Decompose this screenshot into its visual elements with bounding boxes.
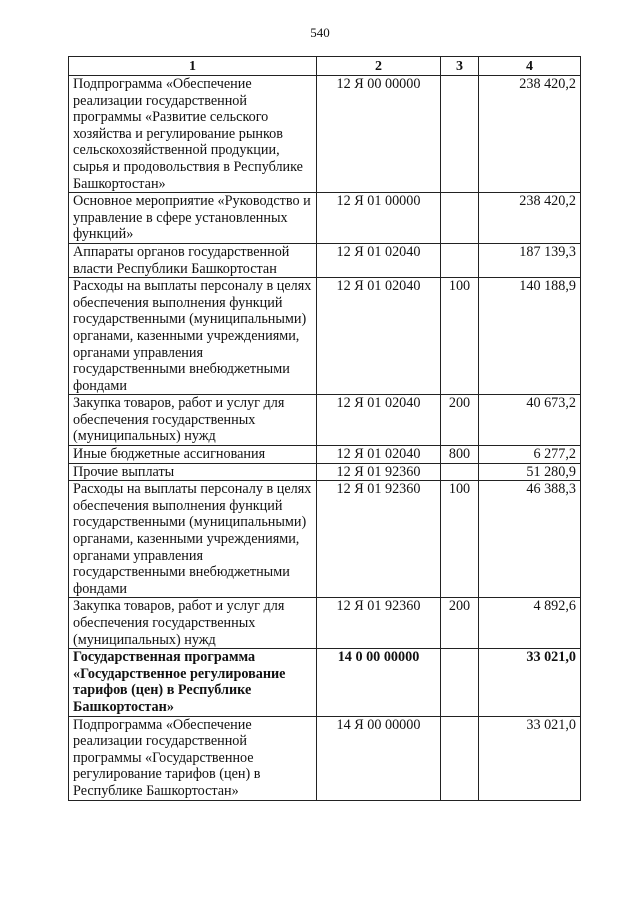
row-type	[441, 76, 479, 193]
row-name: Закупка товаров, работ и услуг для обеспечения государственных (муниципальных) нужд	[69, 395, 317, 446]
table-row	[69, 446, 581, 464]
budget-table	[68, 56, 581, 801]
row-amount: 238 420,2	[479, 76, 581, 193]
table-row	[69, 395, 581, 446]
column-header-code: 2	[317, 57, 441, 76]
row-amount: 140 188,9	[479, 278, 581, 395]
table-row	[69, 243, 581, 277]
row-code: 12 Я 01 92360	[317, 598, 441, 649]
row-amount: 6 277,2	[479, 446, 581, 464]
row-code: 12 Я 00 00000	[317, 76, 441, 193]
row-type: 100	[441, 278, 479, 395]
table-row	[69, 598, 581, 649]
row-name: Прочие выплаты	[69, 463, 317, 481]
row-type	[441, 463, 479, 481]
row-name: Закупка товаров, работ и услуг для обеспечения государственных (муниципальных) нужд	[69, 598, 317, 649]
row-name: Аппараты органов государственной власти Республики Башкортостан	[69, 243, 317, 277]
row-name: Основное мероприятие «Руководство и управление в сфере установленных функций»	[69, 193, 317, 244]
row-amount: 4 892,6	[479, 598, 581, 649]
row-name: Государственная программа «Государственное регулирование тарифов (цен) в Республике Башкортостан»	[69, 649, 317, 716]
row-name: Расходы на выплаты персоналу в целях обеспечения выполнения функций государственными (муниципальными) органами, казенными учреждениями, органами управления государственными внебюджетными фондами	[69, 278, 317, 395]
row-code: 14 0 00 00000	[317, 649, 441, 716]
row-type: 200	[441, 395, 479, 446]
row-code: 12 Я 01 92360	[317, 463, 441, 481]
column-header-name: 1	[69, 57, 317, 76]
row-amount: 33 021,0	[479, 716, 581, 800]
table-row	[69, 278, 581, 395]
column-header-amount: 4	[479, 57, 581, 76]
table-row	[69, 716, 581, 800]
row-type: 200	[441, 598, 479, 649]
row-amount: 238 420,2	[479, 193, 581, 244]
row-type	[441, 649, 479, 716]
row-type	[441, 716, 479, 800]
row-name: Иные бюджетные ассигнования	[69, 446, 317, 464]
table-row	[69, 481, 581, 598]
table-row	[69, 193, 581, 244]
row-name: Подпрограмма «Обеспечение реализации государственной программы «Государственное регулирование тарифов (цен) в Республике Башкортостан»	[69, 716, 317, 800]
row-code: 12 Я 01 02040	[317, 278, 441, 395]
row-amount: 187 139,3	[479, 243, 581, 277]
row-amount: 33 021,0	[479, 649, 581, 716]
row-type	[441, 243, 479, 277]
page-number: 540	[310, 25, 330, 40]
row-name: Подпрограмма «Обеспечение реализации государственной программы «Развитие сельского хозяйства и регулирование рынков сельскохозяйственной продукции, сырья и продовольствия в Республике Башкортостан»	[69, 76, 317, 193]
table-row	[69, 463, 581, 481]
row-code: 14 Я 00 00000	[317, 716, 441, 800]
table-row	[69, 76, 581, 193]
row-amount: 46 388,3	[479, 481, 581, 598]
column-header-type: 3	[441, 57, 479, 76]
row-type: 100	[441, 481, 479, 598]
row-code: 12 Я 01 02040	[317, 243, 441, 277]
table-header-row	[69, 57, 581, 76]
row-code: 12 Я 01 02040	[317, 395, 441, 446]
row-type	[441, 193, 479, 244]
row-code: 12 Я 01 02040	[317, 446, 441, 464]
row-code: 12 Я 01 92360	[317, 481, 441, 598]
row-name: Расходы на выплаты персоналу в целях обеспечения выполнения функций государственными (муниципальными) органами, казенными учреждениями, органами управления государственными внебюджетными фондами	[69, 481, 317, 598]
row-amount: 40 673,2	[479, 395, 581, 446]
row-code: 12 Я 01 00000	[317, 193, 441, 244]
table-row-program	[69, 649, 581, 716]
row-amount: 51 280,9	[479, 463, 581, 481]
row-type: 800	[441, 446, 479, 464]
